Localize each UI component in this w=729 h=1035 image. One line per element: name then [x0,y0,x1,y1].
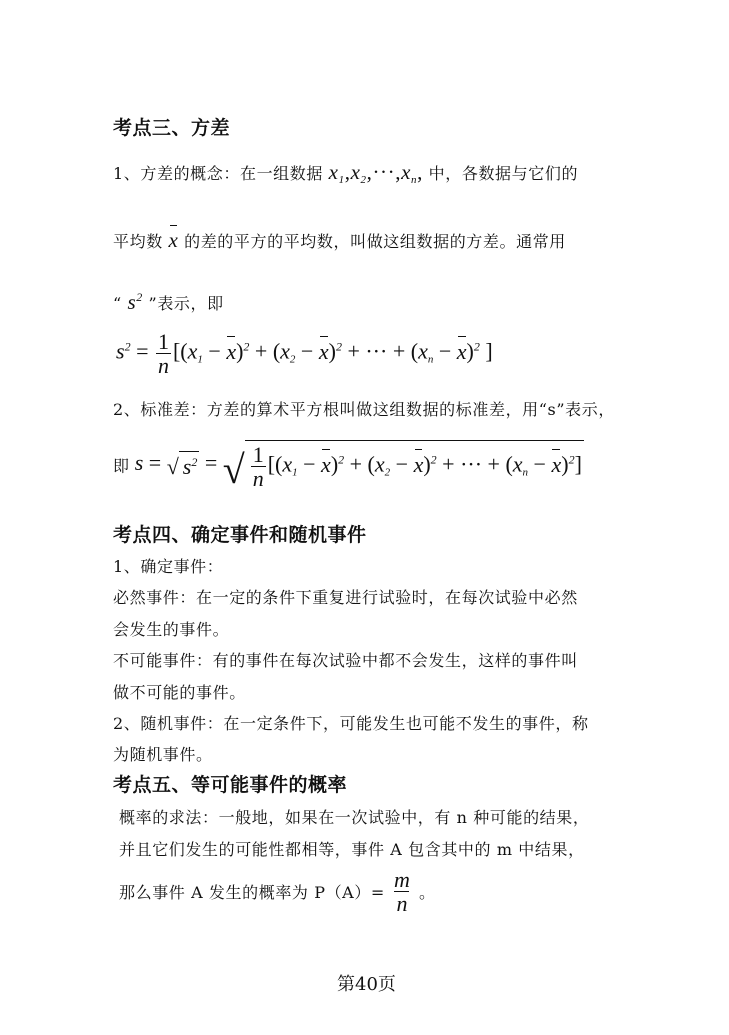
section-heading-events: 考点四、确定事件和随机事件 [113,524,367,546]
text-segment: 的差的平方的平均数，叫做这组数据的方差。通常用 [184,232,566,251]
random-event-line1: 2、随机事件：在一定条件下，可能发生也可能不发生的事件，称 [113,714,589,733]
random-event-line2: 为随机事件。 [113,745,213,764]
text-segment: 中，各数据与它们的 [428,164,579,183]
standard-deviation-formula: s = √ $s^2$ = √ $\frac{1}{n}$ [$(x_1 - x)^2 + (x_2 - x)^2$ + ··· + $(x_n - x)^2$] [134,442,582,493]
standard-deviation-definition: 2、标准差：方差的算术平方根叫做这组数据的标准差，用“s”表示， [113,400,615,419]
probability-line2: 并且它们发生的可能性都相等，事件 A 包含其中的 m 中结果， [119,840,585,859]
text-segment: 平均数 [113,232,163,251]
text-segment: 那么事件 A 发生的概率为 P（A）= [119,883,385,903]
page-number: 第40页 [337,974,396,995]
section-heading-probability: 考点五、等可能事件的概率 [113,774,348,796]
sqrt-variance: √ $s^2$ [167,451,200,480]
fraction-m-over-n: $\frac{m}{n}$ [394,867,410,917]
probability-line3 [119,868,436,915]
data-list-formula: $x_1,x_2,\cdot\cdot\cdot,x_n$, [328,160,423,186]
text-segment: ”表示，即 [148,294,224,313]
text-segment: “ [113,294,122,313]
inevitable-event-line1: 必然事件：在一定的条件下重复进行试验时，在每次试验中必然 [113,588,578,607]
section-heading-variance: 考点三、方差 [113,117,231,139]
text-segment: 1、方差的概念：在一组数据 [113,164,323,183]
sqrt-formula: √ $\frac{1}{n}$ [$(x_1 - x)^2 + (x_2 - x)^2$ + ··· + $(x_n - x)^2$] [222,442,582,493]
standard-deviation-formula-line [113,440,584,493]
variance-symbol: $s^2$ [127,290,143,314]
impossible-event-line1: 不可能事件：有的事件在每次试验中都不会发生，这样的事件叫 [113,651,578,670]
variance-formula: $s^2$ = $\frac{1}{n}$ [$(x_1 - x)^2 + (x_2 - x)^2$ + ··· + $(x_n - x)^2$ ] [116,329,493,379]
variance-definition-line2 [113,228,566,253]
certain-event-title: 1、确定事件： [113,557,224,576]
mean-symbol: x [168,228,179,252]
variance-definition-line3 [113,290,224,315]
fraction-one-over-n: $\frac{1}{n}$ [157,329,169,379]
text-segment: 。 [419,883,436,903]
impossible-event-line2: 做不可能的事件。 [113,683,246,702]
text-segment: 即 [113,456,130,476]
probability-line1: 概率的求法：一般地，如果在一次试验中，有 n 种可能的结果， [119,808,590,827]
inevitable-event-line2: 会发生的事件。 [113,620,230,639]
variance-definition-line1 [113,160,578,186]
